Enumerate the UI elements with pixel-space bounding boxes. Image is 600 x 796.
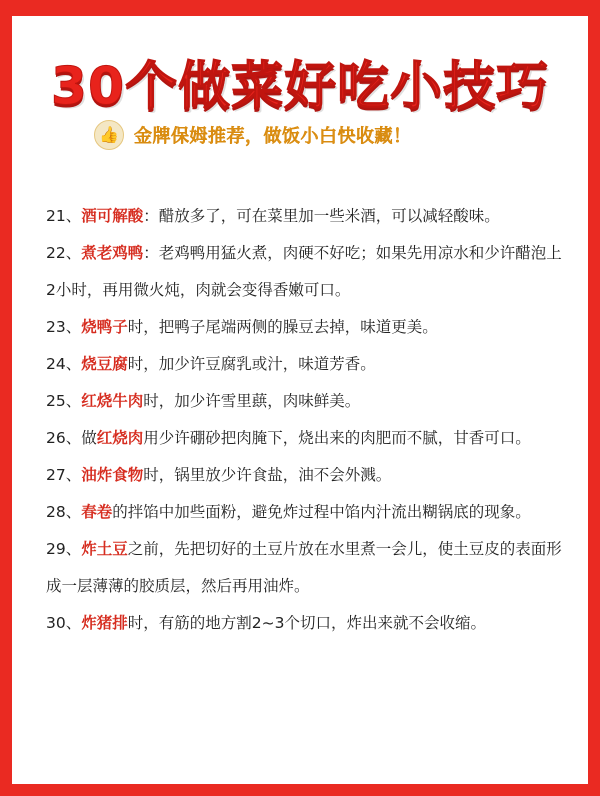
- tip-text: 的拌馅中加些面粉，避免炸过程中馅内汁流出糊锅底的现象。: [112, 503, 531, 521]
- list-item: [46, 309, 562, 346]
- tip-keyword: 红烧牛肉: [81, 392, 144, 410]
- tip-keyword: 炸土豆: [81, 540, 128, 558]
- list-item: [46, 198, 562, 235]
- tip-number: 29、: [46, 540, 82, 558]
- list-item: [46, 420, 562, 457]
- list-item: [46, 494, 562, 531]
- list-item: [46, 457, 562, 494]
- tip-number: 25、: [46, 392, 82, 410]
- list-item: [46, 346, 562, 383]
- tip-text: 时，有筋的地方割2~3个切口，炸出来就不会收缩。: [127, 614, 486, 632]
- tip-keyword: 红烧肉: [96, 429, 144, 447]
- thumbs-up-icon: 👍: [94, 120, 124, 150]
- tip-text: ：老鸡鸭用猛火煮，肉硬不好吃；如果先用凉水和少许醋泡上2小时，再用微火炖，肉就会变得香嫩可口。: [46, 244, 562, 299]
- tip-number: 28、: [46, 503, 82, 521]
- tip-keyword: 油炸食物: [81, 466, 144, 484]
- list-item: [46, 383, 562, 420]
- list-item: [46, 235, 562, 309]
- tip-keyword: 春卷: [81, 503, 113, 521]
- tip-text: 时，加少许豆腐乳或汁，味道芳香。: [127, 355, 376, 373]
- tip-keyword: 酒可解酸: [81, 207, 144, 225]
- tip-keyword: 烧鸭子: [81, 318, 128, 336]
- content-card: [12, 16, 588, 784]
- tip-number: 22、: [46, 244, 82, 262]
- tip-number: 21、: [46, 207, 82, 225]
- tip-text: 时，把鸭子尾端两侧的臊豆去掉，味道更美。: [127, 318, 438, 336]
- tip-text: ：醋放多了，可在菜里加一些米酒，可以减轻酸味。: [143, 207, 500, 225]
- tip-text: 之前，先把切好的土豆片放在水里煮一会儿，使土豆皮的表面形成一层薄薄的胶质层，然后再用油炸。: [46, 540, 562, 595]
- tip-number: 27、: [46, 466, 82, 484]
- page-title: 30个做菜好吃小技巧: [50, 57, 550, 117]
- tip-text: 时，加少许雪里蕻，肉味鲜美。: [143, 392, 361, 410]
- tip-number: 30、: [46, 614, 82, 632]
- tip-keyword: 烧豆腐: [81, 355, 128, 373]
- tip-keyword: 煮老鸡鸭: [81, 244, 144, 262]
- tip-number: 23、: [46, 318, 82, 336]
- page-subtitle: 金牌保姆推荐，做饭小白快收藏！: [134, 126, 412, 147]
- tip-number: 26、: [46, 429, 82, 447]
- tips-list: [46, 198, 562, 642]
- tip-number: 24、: [46, 355, 82, 373]
- tip-keyword: 炸猪排: [81, 614, 128, 632]
- list-item: [46, 531, 562, 605]
- tip-prefix: 做: [81, 429, 97, 447]
- tip-text: 用少许硼砂把肉腌下，烧出来的肉肥而不腻，甘香可口。: [143, 429, 531, 447]
- tip-text: 时，锅里放少许食盐，油不会外溅。: [143, 466, 392, 484]
- list-item: [46, 605, 562, 642]
- subtitle-row: [94, 120, 412, 150]
